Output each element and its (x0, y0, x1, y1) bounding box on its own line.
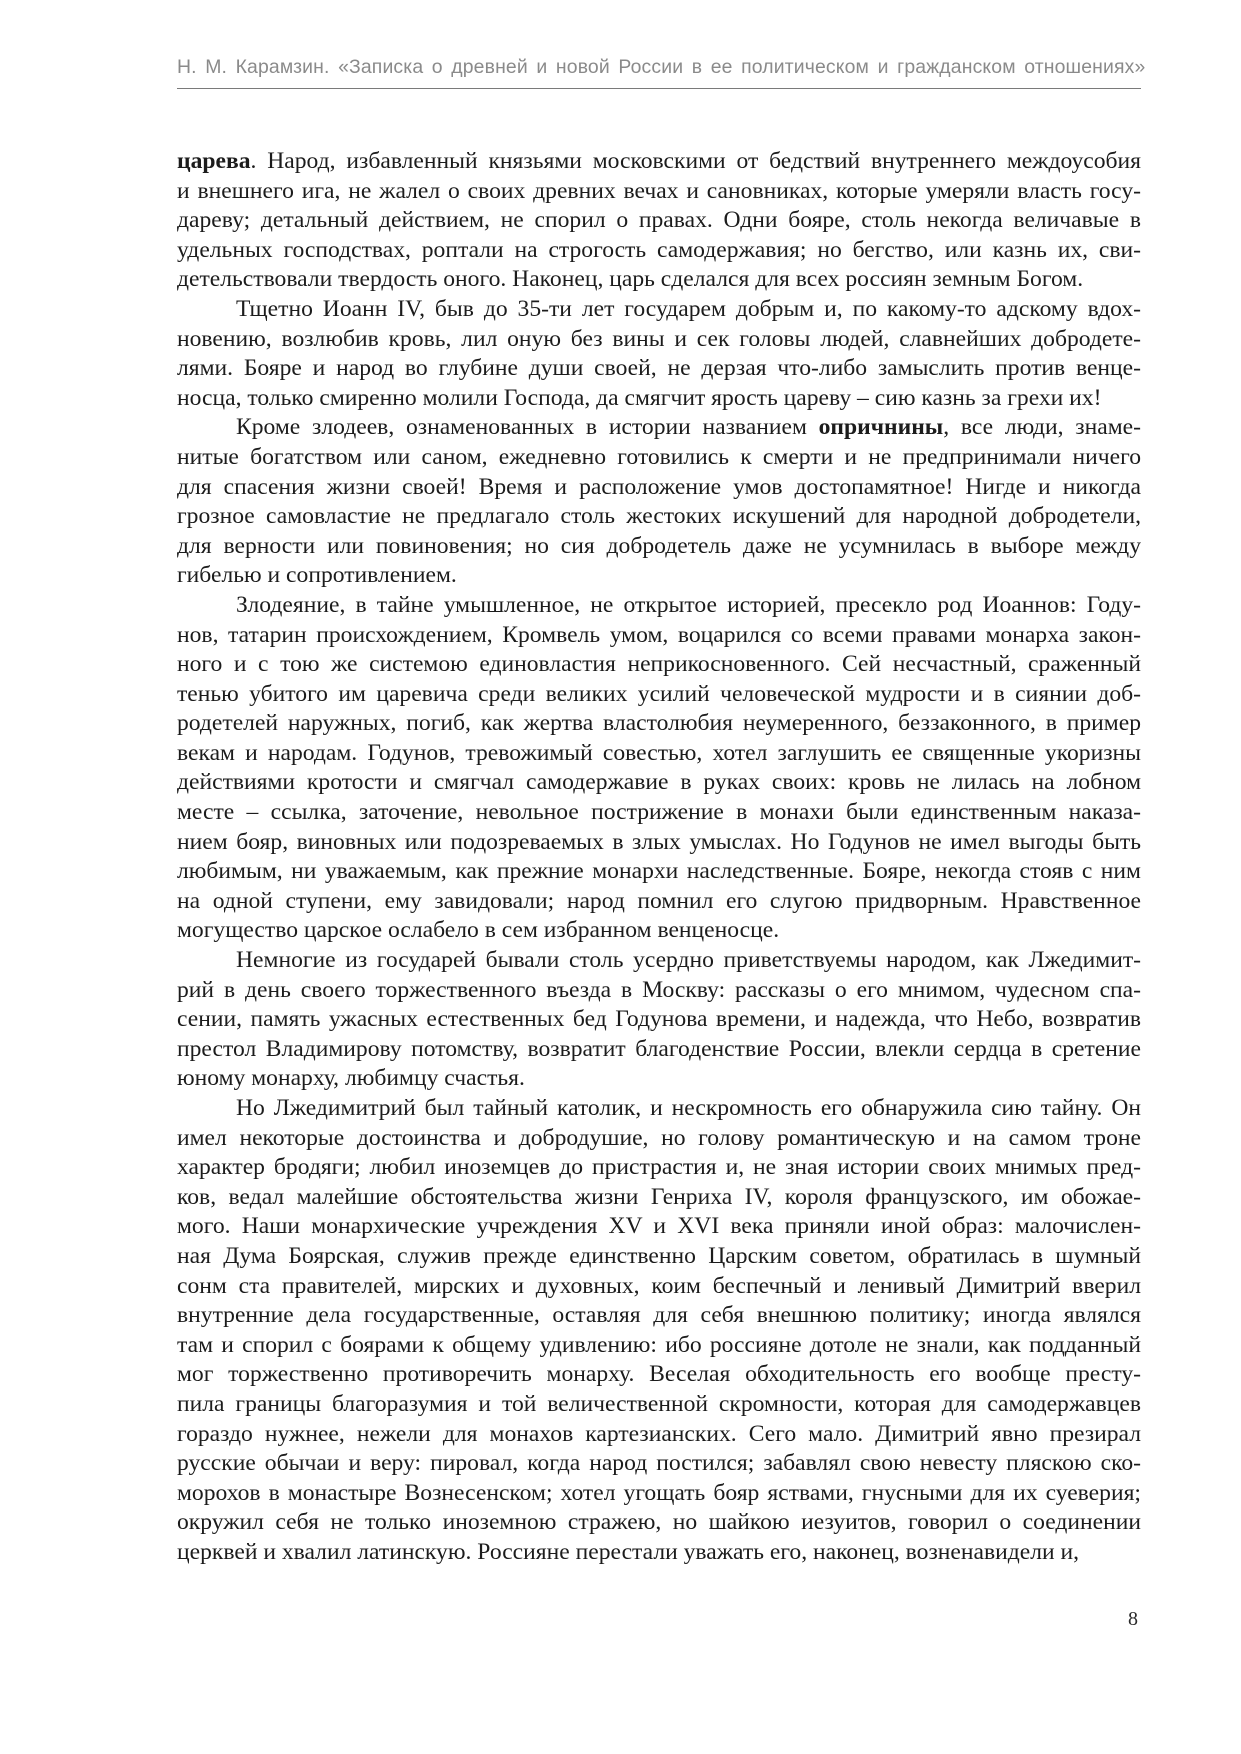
text-line (177, 1094, 1141, 1124)
text-segment: рий в день своего торжественного въезда в Москву: рассказы о его мнимом, чудесном спа- (177, 976, 1141, 1003)
text-segment: гораздо нужнее, нежели для монахов картезианских. Сего мало. Димитрий явно презирал (177, 1420, 1141, 1447)
body-text (177, 147, 1141, 1568)
text-line (177, 354, 1141, 384)
text-line (177, 1183, 1141, 1213)
text-line (177, 1538, 1141, 1568)
text-line (177, 709, 1141, 739)
text-segment: сонм ста правителей, мирских и духовных, коим беспечный и ленивый Димитрий вверил (177, 1272, 1141, 1299)
page-number: 8 (1128, 1608, 1138, 1630)
text-line (177, 976, 1141, 1006)
bold-term: опричнины (818, 414, 944, 441)
text-line (177, 680, 1141, 710)
text-line (177, 1242, 1141, 1272)
text-segment: тенью убитого им царевича среди великих усилий человеческой мудрости и в сиянии доб- (177, 680, 1141, 707)
text-segment: ного и с тою же системою единовластия неприкосновенного. Сей несчастный, сраженный (177, 651, 1141, 678)
text-line (177, 561, 1141, 591)
text-segment: могущество царское ослабело в сем избранном венценосце. (177, 917, 780, 944)
text-line (177, 946, 1141, 976)
text-segment: пила границы благоразумия и той величественной скромности, которая для самодержавцев (177, 1390, 1141, 1417)
text-line (177, 1064, 1141, 1094)
text-line (177, 1272, 1141, 1302)
text-segment: Но Лжедимитрий был тайный католик, и нескромность его обнаружила сию тайну. Он (236, 1095, 1141, 1121)
text-line (177, 265, 1141, 295)
text-line (177, 1508, 1141, 1538)
text-segment: церквей и хвалил латинскую. Россияне перестали уважать его, наконец, возненавидели и, (177, 1538, 1080, 1565)
paragraph (177, 413, 1141, 591)
text-segment: Тщетно Иоанн IV, быв до 35-ти лет государем добрым и, по какому-то адскому вдох- (236, 295, 1141, 322)
text-line (177, 1449, 1141, 1479)
text-line (177, 1212, 1141, 1242)
text-line (177, 147, 1141, 177)
text-segment: мог торжественно противоречить монарху. Веселая обходительность его вообще престу- (177, 1361, 1141, 1388)
text-line (177, 502, 1141, 532)
text-line (177, 177, 1141, 207)
text-line (177, 532, 1141, 562)
text-line (177, 798, 1141, 828)
text-line (177, 650, 1141, 680)
text-segment: лями. Бояре и народ во глубине души своей, не дерзая что-либо замыслить против венце- (177, 355, 1141, 382)
text-line (177, 1479, 1141, 1509)
text-segment: Кроме злодеев, ознаменованных в истории названием (236, 414, 819, 441)
running-header: Н. М. Карамзин. «Записка о древней и новой России в ее политическом и гражданском отношениях» (177, 56, 1146, 78)
text-segment: для спасения жизни своей! Время и расположение умов достопамятное! Нигде и никогда (177, 473, 1141, 500)
text-line (177, 473, 1141, 503)
text-segment: векам и народам. Годунов, тревожимый совестью, хотел заглушить ее священные укоризны (177, 739, 1141, 766)
text-line (177, 739, 1141, 769)
text-segment: дареву; детальный действием, не спорил о правах. Одни бояре, столь некогда величавые в (177, 207, 1141, 234)
paragraph (177, 946, 1141, 1094)
paragraph (177, 295, 1141, 413)
text-line (177, 1360, 1141, 1390)
text-line (177, 236, 1141, 266)
text-segment: окружил себя не только иноземною стражею, но шайкою иезуитов, говорил о соединении (177, 1509, 1141, 1536)
text-segment: мого. Наши монархические учреждения XV и XVI века приняли иной образ: малочислен- (177, 1213, 1141, 1240)
text-segment: удельных господствах, роптали на строгость самодержавия; но бегство, или казнь их, сви- (177, 236, 1141, 263)
paragraph (177, 591, 1141, 946)
text-segment: нитые богатством или саном, ежедневно готовились к смерти и не предпринимали ничего (177, 443, 1141, 470)
text-segment: Немногие из государей бывали столь усердно приветствуемы народом, как Лжедимит- (236, 947, 1141, 974)
text-segment: характер бродяги; любил иноземцев до пристрастия и, не зная истории своих мнимых пред- (177, 1154, 1141, 1181)
text-segment: морохов в монастыре Вознесенском; хотел угощать бояр яствами, гнусными для их суеверия; (177, 1479, 1141, 1506)
text-segment: русские обычаи и веру: пировал, когда народ постился; забавлял свою невесту пляскою ско- (177, 1450, 1141, 1477)
bold-term: царева (177, 148, 251, 174)
text-line (177, 1331, 1141, 1361)
text-segment: грозное самовластие не предлагало столь жестоких искушений для народной добродетели, (177, 503, 1141, 530)
text-line (177, 1420, 1141, 1450)
text-line (177, 887, 1141, 917)
text-line (177, 1301, 1141, 1331)
paragraph (177, 1094, 1141, 1568)
text-segment: там и спорил с боярами к общему удивлению: ибо россияне дотоле не знали, как подданный (177, 1331, 1141, 1358)
text-segment: имел некоторые достоинства и добродушие, но голову романтическую и на самом троне (177, 1124, 1141, 1151)
header-rule (177, 88, 1141, 89)
text-line (177, 413, 1141, 443)
text-line (177, 206, 1141, 236)
text-line (177, 1035, 1141, 1065)
text-line (177, 591, 1141, 621)
text-segment: юному монарху, любимцу счастья. (177, 1065, 525, 1092)
text-segment: носца, только смиренно молили Господа, да смягчит ярость цареву – сию казнь за грехи их! (177, 384, 1102, 411)
text-segment: ков, ведал малейшие обстоятельства жизни Генриха IV, короля французского, им обожае- (177, 1183, 1141, 1210)
text-line (177, 1390, 1141, 1420)
text-segment: на одной ступени, ему завидовали; народ помнил его слугою придворным. Нравственное (177, 887, 1141, 914)
text-line (177, 857, 1141, 887)
text-segment: и внешнего ига, не жалел о своих древних вечах и сановниках, которые умеряли власть госу- (177, 177, 1141, 204)
text-segment: Злодеяние, в тайне умышленное, не открытое историей, пресекло род Иоаннов: Году- (236, 591, 1141, 618)
text-segment: детельствовали твердость оного. Наконец, царь сделался для всех россиян земным Богом. (177, 266, 1084, 293)
text-line (177, 768, 1141, 798)
text-segment: нием бояр, виновных или подозреваемых в злых умыслах. Но Годунов не имел выгоды быть (177, 828, 1141, 855)
text-line (177, 828, 1141, 858)
text-segment: для верности или повиновения; но сия добродетель даже не усумнилась в выборе между (177, 532, 1141, 559)
text-segment: , все люди, знаме- (943, 414, 1141, 441)
text-segment: новению, возлюбив кровь, лил оную без вины и сек головы людей, славнейших добродете- (177, 325, 1141, 352)
text-segment: престол Владимирову потомству, возвратит благоденствие России, влекли сердца в сретение (177, 1035, 1141, 1062)
text-segment: внутренние дела государственные, оставляя для себя внешнюю политику; иногда являлся (177, 1302, 1141, 1329)
text-line (177, 325, 1141, 355)
text-segment: любимым, ни уважаемым, как прежние монархи наследственные. Бояре, некогда стояв с ним (177, 858, 1141, 885)
text-segment: гибелью и сопротивлением. (177, 562, 457, 589)
text-segment: родетелей наружных, погиб, как жертва властолюбия неумеренного, беззаконного, в пример (177, 710, 1141, 737)
text-segment: месте – ссылка, заточение, невольное пострижение в монахи были единственным наказа- (177, 799, 1141, 826)
text-segment: нов, татарин происхождением, Кромвель умом, воцарился со всеми правами монарха закон- (177, 621, 1141, 648)
text-line (177, 1124, 1141, 1154)
text-line (177, 384, 1141, 414)
paragraph (177, 147, 1141, 295)
text-segment: действиями кротости и смягчал самодержавие в руках своих: кровь не лилась на лобном (177, 769, 1141, 796)
text-segment: сении, память ужасных естественных бед Годунова времени, и надежда, что Небо, возвратив (177, 1006, 1141, 1033)
text-line (177, 621, 1141, 651)
text-line (177, 1153, 1141, 1183)
text-line (177, 443, 1141, 473)
text-line (177, 295, 1141, 325)
text-segment: . Народ, избавленный князьями московскими от бедствий внутреннего междоусобия (250, 148, 1141, 174)
text-segment: ная Дума Боярская, служив прежде единственно Царским советом, обратилась в шумный (177, 1242, 1141, 1269)
text-line (177, 916, 1141, 946)
text-line (177, 1005, 1141, 1035)
